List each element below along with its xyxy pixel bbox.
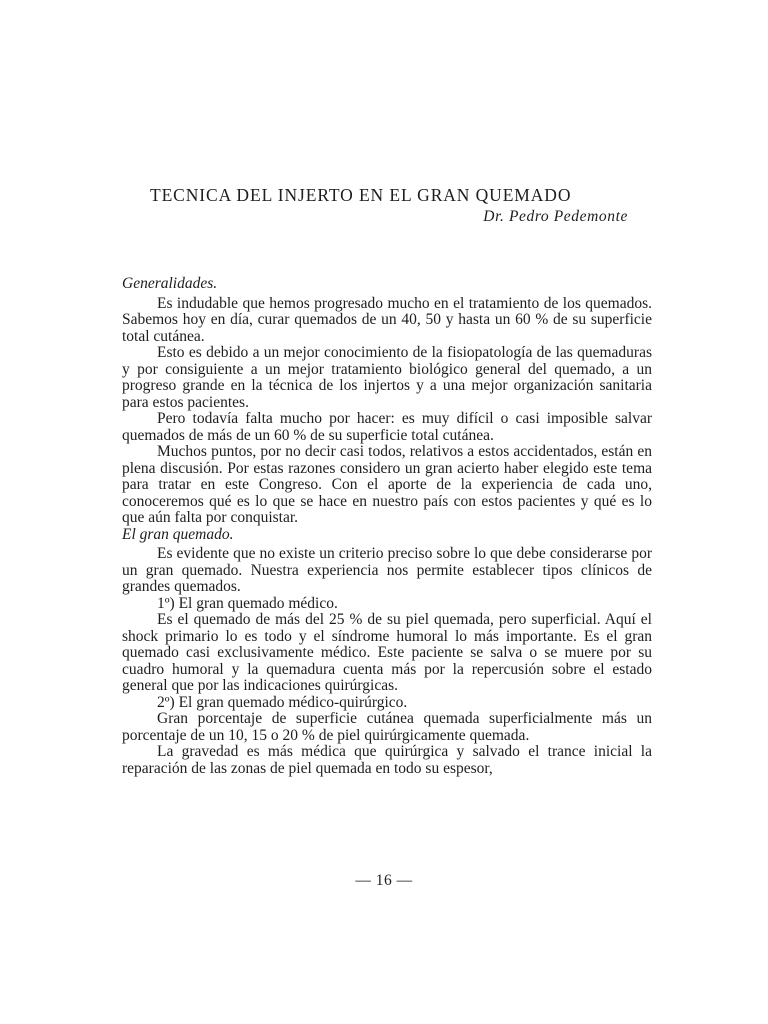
article-author: Dr. Pedro Pedemonte [483,208,628,225]
page-number: — 16 — [355,872,413,889]
article-title: TECNICA DEL INJERTO EN EL GRAN QUEMADO [150,185,572,205]
paragraph: Es indudable que hemos progresado mucho en el tratamiento de los quemados. Sabemos hoy en día, curar quemados de un 40, 50 y hasta un 60 % de su superficie total cutánea. [122,294,652,345]
paragraph: La gravedad es más médica que quirúrgica y salvado el trance inicial la reparación de las zonas de piel quemada en todo su espesor, [122,743,652,777]
section-heading-generalidades: Generalidades. [122,275,218,292]
list-item-heading: 2º) El gran quemado médico-quirúrgico. [157,693,408,711]
paragraph: Es evidente que no existe un criterio preciso sobre lo que debe considerarse por un gran quemado. Nuestra experiencia nos permite establecer tipos clínicos de grandes quemados. [122,545,652,595]
paragraph: Gran porcentaje de superficie cutánea quemada superficialmente más un porcentaje de un 10, 15 o 20 % de piel quirúrgicamente quemada. [122,710,652,744]
list-item-heading: 1º) El gran quemado médico. [157,594,338,612]
document-page [122,184,652,777]
paragraph: Pero todavía falta mucho por hacer: es muy difícil o casi imposible salvar quemados de más de un 60 % de su superficie total cutánea. [122,410,652,444]
paragraph: Es el quemado de más del 25 % de su piel quemada, pero superficial. Aquí el shock primario lo es todo y el síndrome humoral lo más importante. Es el gran quemado casi exclusivamente médico. Este paciente se salva o se muere por su cuadro humoral y la quemadura cuenta más por la repercusión sobre el estado general que por las indicaciones quirúrgicas. [122,611,652,694]
paragraph: Esto es debido a un mejor conocimiento de la fisiopatología de las quemaduras y por consiguiente a un mejor tratamiento biológico general del quemado, a un progreso grande en la técnica de los injertos y a una mejor organización sanitaria para estos pacientes. [122,344,652,411]
paragraph: Muchos puntos, por no decir casi todos, relativos a estos accidentados, están en plena discusión. Por estas razones considero un gran acierto haber elegido este tema para tratar en este Congreso. Con el aporte de la experiencia de cada uno, conoceremos qué es lo que se hace en nuestro país con estos pacientes y qué es lo que aún falta por conquistar. [122,443,652,526]
section-heading-gran-quemado: El gran quemado. [122,525,234,543]
